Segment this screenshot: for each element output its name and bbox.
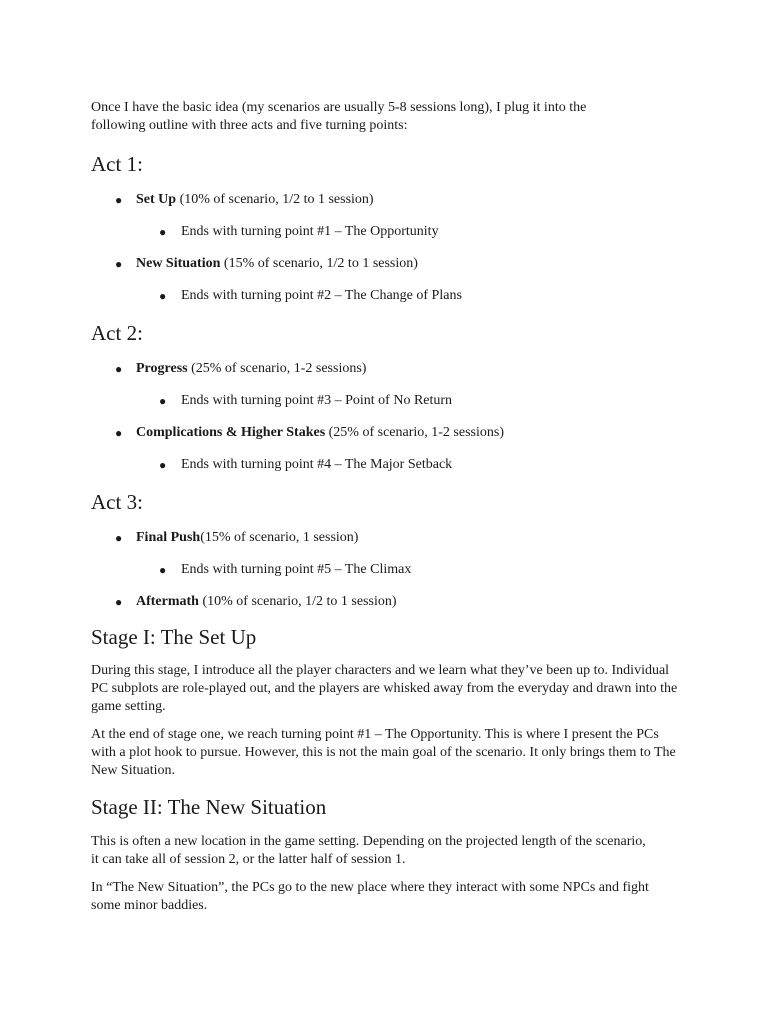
stage-2-heading: Stage II: The New Situation [91, 795, 327, 819]
act-3-list [91, 529, 691, 611]
phase-detail: (15% of scenario, 1/2 to 1 session) [220, 256, 418, 271]
document-page [91, 99, 691, 915]
act-3-heading: Act 3: [91, 490, 143, 514]
act-2-heading: Act 2: [91, 321, 143, 345]
phase-title: Complications & Higher Stakes [136, 425, 326, 440]
turning-point-text: Ends with turning point #2 – The Change of Plans [181, 288, 462, 303]
act-1-list [91, 191, 691, 305]
phase-detail: (25% of scenario, 1-2 sessions) [187, 361, 367, 376]
phase-detail: (10% of scenario, 1/2 to 1 session) [176, 192, 374, 207]
list-item [91, 424, 691, 442]
list-item [91, 456, 691, 474]
turning-point-text: Ends with turning point #4 – The Major Setback [181, 457, 453, 472]
bullet-icon: ● [115, 193, 123, 207]
phase-detail: (10% of scenario, 1/2 to 1 session) [198, 594, 397, 609]
act-2-list [91, 360, 691, 474]
turning-point-text: Ends with turning point #1 – The Opportunity [181, 224, 439, 239]
intro-paragraph: Once I have the basic idea (my scenarios are usually 5-8 sessions long), I plug it into the following outline with three acts and five turning points: [91, 100, 587, 133]
bullet-icon: ● [115, 595, 123, 609]
bullet-icon: ● [159, 225, 167, 239]
list-item [91, 191, 691, 209]
stage-1-heading: Stage I: The Set Up [91, 625, 257, 649]
turning-point-text: Ends with turning point #5 – The Climax [181, 562, 412, 577]
list-item [91, 360, 691, 378]
list-item [91, 287, 691, 305]
bullet-icon: ● [115, 257, 123, 271]
bullet-icon: ● [115, 426, 123, 440]
bullet-icon: ● [115, 531, 123, 545]
bullet-icon: ● [159, 394, 167, 408]
list-item [91, 561, 691, 579]
stage-2-paragraph-1: This is often a new location in the game setting. Depending on the projected length of the scenario, it can take all of session 2, or the latter half of session 1. [91, 834, 646, 867]
bullet-icon: ● [115, 362, 123, 376]
list-item [91, 529, 691, 547]
bullet-icon: ● [159, 563, 167, 577]
phase-title: New Situation [136, 256, 221, 271]
phase-title: Set Up [136, 192, 177, 207]
stage-2-paragraph-2: In “The New Situation”, the PCs go to the new place where they interact with some NPCs and fight some minor baddies. [91, 880, 649, 913]
bullet-icon: ● [159, 458, 167, 472]
list-item [91, 255, 691, 273]
list-item [91, 223, 691, 241]
bullet-icon: ● [159, 289, 167, 303]
act-1-heading: Act 1: [91, 152, 143, 176]
turning-point-text: Ends with turning point #3 – Point of No Return [181, 393, 453, 408]
list-item [91, 392, 691, 410]
stage-1-paragraph-2: At the end of stage one, we reach turning point #1 – The Opportunity. This is where I present the PCs with a plot hook to pursue. However, this is not the main goal of the scenario. It only brings them to The New Situation. [91, 727, 676, 778]
phase-title: Aftermath [136, 594, 199, 609]
phase-title: Final Push [136, 530, 201, 545]
phase-title: Progress [136, 361, 188, 376]
list-item [91, 593, 691, 611]
stage-1-paragraph-1: During this stage, I introduce all the player characters and we learn what they’ve been up to. Individual PC subplots are role-played out, and the players are whisked away from the everyday and drawn into the game setting. [91, 663, 678, 714]
phase-detail: (15% of scenario, 1 session) [200, 530, 359, 545]
phase-detail: (25% of scenario, 1-2 sessions) [325, 425, 504, 440]
